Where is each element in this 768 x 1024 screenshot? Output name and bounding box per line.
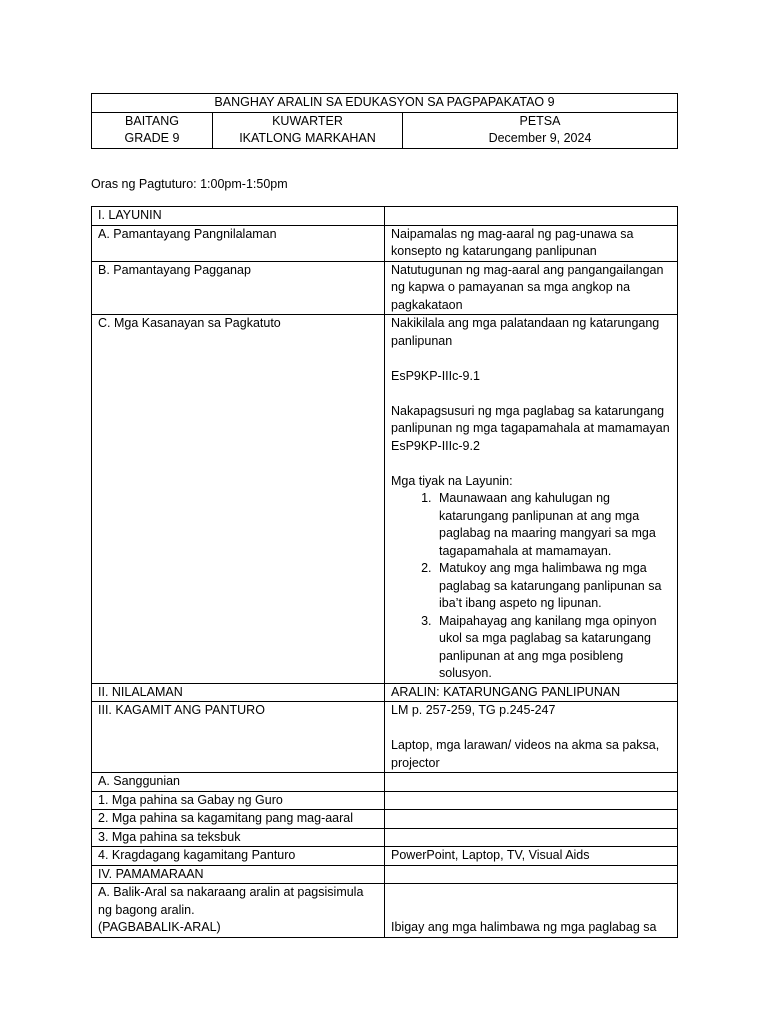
row-label: II. NILALAMAN xyxy=(92,683,385,702)
table-row xyxy=(92,865,678,884)
row-value: Ibigay ang mga halimbawa ng mga paglabag sa xyxy=(385,884,678,938)
row-value: PowerPoint, Laptop, TV, Visual Aids xyxy=(385,847,678,866)
row-value xyxy=(385,207,678,226)
row-label: IV. PAMAMARAAN xyxy=(92,865,385,884)
table-row xyxy=(92,884,678,938)
materials-list: Laptop, mga larawan/ videos na akma sa paksa, projector xyxy=(391,738,660,770)
row-value xyxy=(385,810,678,829)
row-value xyxy=(385,828,678,847)
table-row xyxy=(92,702,678,773)
table-row xyxy=(92,810,678,829)
list-item: 2. Matukoy ang mga halimbawa ng mga paglabag sa katarungang panlipunan sa iba’t ibang aspeto ng lipunan. xyxy=(435,560,671,613)
procedure-step-tag: (PAGBABALIK-ARAL) xyxy=(98,920,221,934)
row-value xyxy=(385,702,678,773)
header-table xyxy=(91,93,678,149)
lesson-plan-title: BANGHAY ARALIN SA EDUKASYON SA PAGPAPAKATAO 9 xyxy=(92,94,678,113)
row-value xyxy=(385,315,678,684)
row-value xyxy=(385,865,678,884)
lesson-plan-table xyxy=(91,206,678,938)
row-value xyxy=(385,773,678,792)
quarter-cell xyxy=(213,112,403,148)
row-label: B. Pamantayang Pagganap xyxy=(92,261,385,315)
date-cell xyxy=(403,112,678,148)
date-label: PETSA xyxy=(519,113,561,128)
row-label xyxy=(92,884,385,938)
row-label: C. Mga Kasanayan sa Pagkatuto xyxy=(92,315,385,684)
table-row xyxy=(92,315,678,684)
date-value: December 9, 2024 xyxy=(488,131,592,145)
row-value: Natutugunan ng mag-aaral ang pangangailangan ng kapwa o pamayanan sa mga angkop na pagkakataon xyxy=(385,261,678,315)
competency-text: Nakapagsusuri ng mga paglabag sa katarungang panlipunan ng mga tagapamahala at mamamayan EsP9KP-IIIc-9.2 xyxy=(391,403,670,453)
table-row xyxy=(92,791,678,810)
competency-text: Nakikilala ang mga palatandaan ng katarungang panlipunan xyxy=(391,316,660,348)
row-label: 3. Mga pahina sa teksbuk xyxy=(92,828,385,847)
objectives-heading: Mga tiyak na Layunin: xyxy=(391,473,513,488)
teaching-time: Oras ng Pagtuturo: 1:00pm-1:50pm xyxy=(91,177,288,191)
quarter-value: IKATLONG MARKAHAN xyxy=(239,131,376,145)
row-label: 1. Mga pahina sa Gabay ng Guro xyxy=(92,791,385,810)
quarter-label: KUWARTER xyxy=(272,113,343,128)
objectives-list xyxy=(391,490,671,683)
row-value xyxy=(385,791,678,810)
list-item: 3. Maipahayag ang kanilang mga opinyon ukol sa mga paglabag sa katarungang panlipunan at ang mga posibleng solusyon. xyxy=(435,613,671,683)
table-row xyxy=(92,828,678,847)
grade-cell xyxy=(92,112,213,148)
row-label: 2. Mga pahina sa kagamitang pang mag-aaral xyxy=(92,810,385,829)
table-row xyxy=(92,847,678,866)
table-row xyxy=(92,261,678,315)
table-row xyxy=(92,773,678,792)
competency-code: EsP9KP-IIIc-9.1 xyxy=(391,368,480,383)
procedure-step: A. Balik-Aral sa nakaraang aralin at pagsisimula ng bagong aralin. xyxy=(98,885,364,917)
row-value: Naipamalas ng mag-aaral ng pag-unawa sa konsepto ng katarungang panlipunan xyxy=(385,225,678,261)
table-row xyxy=(92,683,678,702)
row-label: A. Pamantayang Pangnilalaman xyxy=(92,225,385,261)
row-label: A. Sanggunian xyxy=(92,773,385,792)
row-value: ARALIN: KATARUNGANG PANLIPUNAN xyxy=(385,683,678,702)
row-label: 4. Kragdagang kagamitang Panturo xyxy=(92,847,385,866)
materials-reference: LM p. 257-259, TG p.245-247 xyxy=(391,703,556,717)
list-item: 1. Maunawaan ang kahulugan ng katarungang panlipunan at ang mga paglabag na maaring mangyari sa mga tagapamahala at mamamayan. xyxy=(435,490,671,560)
table-row xyxy=(92,207,678,226)
row-label: III. KAGAMIT ANG PANTURO xyxy=(92,702,385,773)
table-row xyxy=(92,225,678,261)
grade-value: GRADE 9 xyxy=(124,131,180,145)
row-label: I. LAYUNIN xyxy=(92,207,385,226)
grade-label: BAITANG xyxy=(125,113,179,128)
